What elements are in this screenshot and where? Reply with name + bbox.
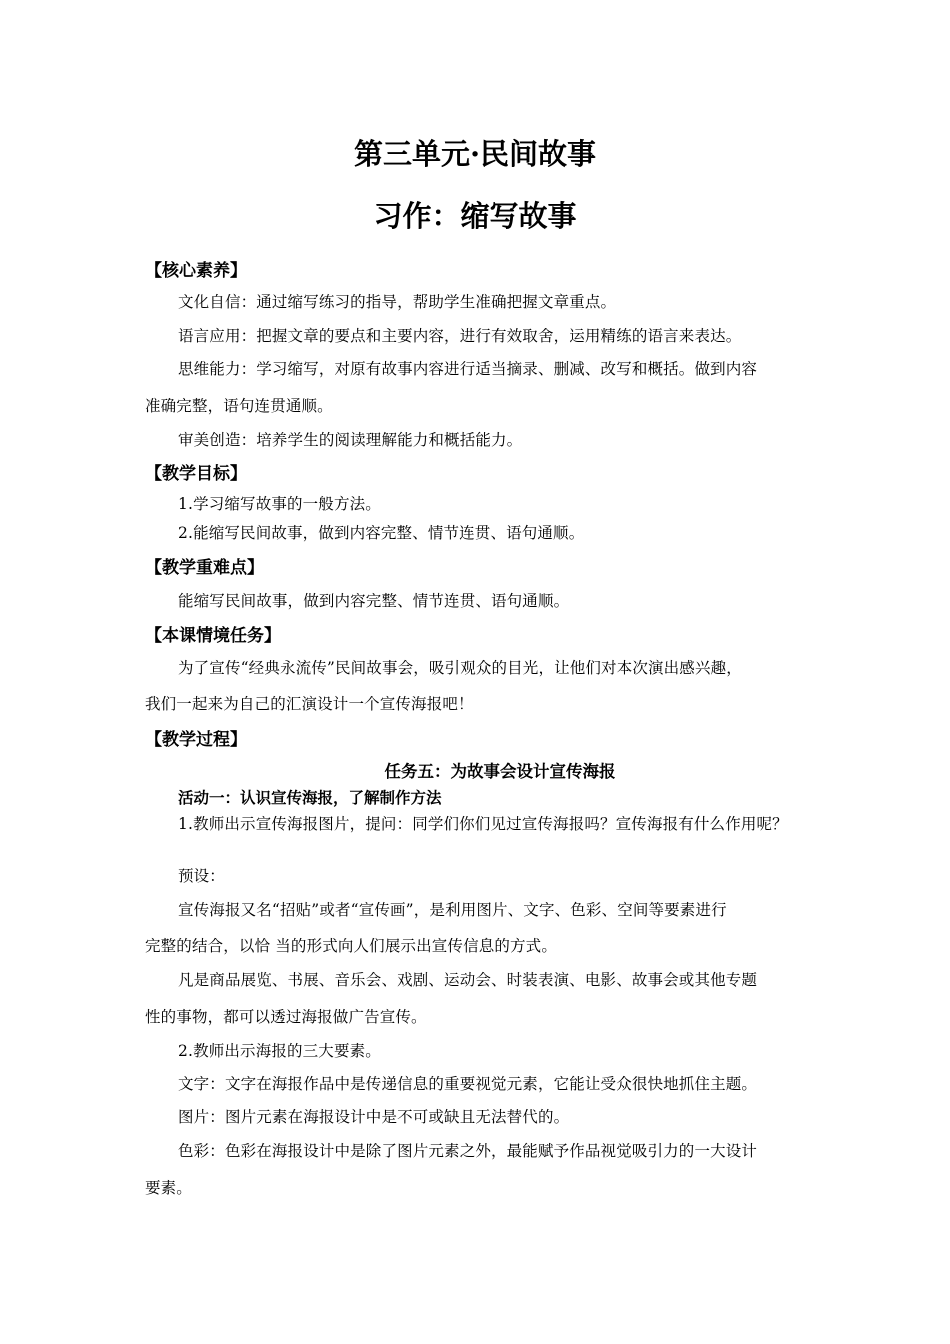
- section-heading-process: 【教学过程】: [145, 730, 247, 750]
- task-line1: 为了宣传“经典永流传”民间故事会，吸引观众的目光，让他们对本次演出感兴趣，: [178, 659, 742, 677]
- preset-label: 预设：: [178, 867, 225, 885]
- core-culture: 文化自信：通过缩写练习的指导，帮助学生准确把握文章重点。: [178, 293, 617, 311]
- task-five-title: 任务五：为故事会设计宣传海报: [384, 762, 616, 781]
- section-heading-goals: 【教学目标】: [145, 464, 247, 484]
- element-color-line2: 要素。: [145, 1179, 192, 1197]
- activity-one-title: 活动一：认识宣传海报，了解制作方法: [178, 788, 442, 807]
- definition-line1: 宣传海报又名“招贴”或者“宣传画”，是利用图片、文字、色彩、空间等要素进行: [178, 901, 727, 919]
- core-thinking-line1: 思维能力：学习缩写，对原有故事内容进行适当摘录、删减、改写和概括。做到内容: [178, 360, 758, 378]
- goal-item-2: 2.能缩写民间故事，做到内容完整、情节连贯、语句通顺。: [178, 524, 585, 542]
- element-color-line1: 色彩：色彩在海报设计中是除了图片元素之外，最能赋予作品视觉吸引力的一大设计: [178, 1142, 758, 1160]
- process-question-2: 2.教师出示海报的三大要素。: [178, 1042, 381, 1060]
- core-language: 语言应用：把握文章的要点和主要内容，进行有效取舍，运用精练的语言来表达。: [178, 327, 742, 345]
- key-points-text: 能缩写民间故事，做到内容完整、情节连贯、语句通顺。: [178, 592, 570, 610]
- usage-line1: 凡是商品展览、书展、音乐会、戏剧、运动会、时装表演、电影、故事会或其他专题: [178, 971, 758, 989]
- goal-item-1: 1.学习缩写故事的一般方法。: [178, 495, 381, 513]
- core-thinking-line2: 准确完整，语句连贯通顺。: [145, 397, 333, 415]
- core-aesthetic: 审美创造：培养学生的阅读理解能力和概括能力。: [178, 431, 523, 449]
- process-question-1: 1.教师出示宣传海报图片，提问：同学们你们见过宣传海报吗？宣传海报有什么作用呢？: [178, 815, 788, 833]
- usage-line2: 性的事物，都可以透过海报做广告宣传。: [145, 1008, 427, 1026]
- section-heading-key-points: 【教学重难点】: [145, 558, 264, 578]
- lesson-title: 习作：缩写故事: [373, 199, 577, 233]
- task-line2: 我们一起来为自己的汇演设计一个宣传海报吧！: [145, 695, 474, 713]
- element-image: 图片：图片元素在海报设计中是不可或缺且无法替代的。: [178, 1108, 570, 1126]
- unit-title: 第三单元·民间故事: [353, 137, 597, 171]
- section-heading-core: 【核心素养】: [145, 261, 247, 281]
- definition-line2: 完整的结合，以恰 当的形式向人们展示出宣传信息的方式。: [145, 937, 557, 955]
- element-text: 文字：文字在海报作品中是传递信息的重要视觉元素，它能让受众很快地抓住主题。: [178, 1075, 758, 1093]
- section-heading-task: 【本课情境任务】: [145, 626, 281, 646]
